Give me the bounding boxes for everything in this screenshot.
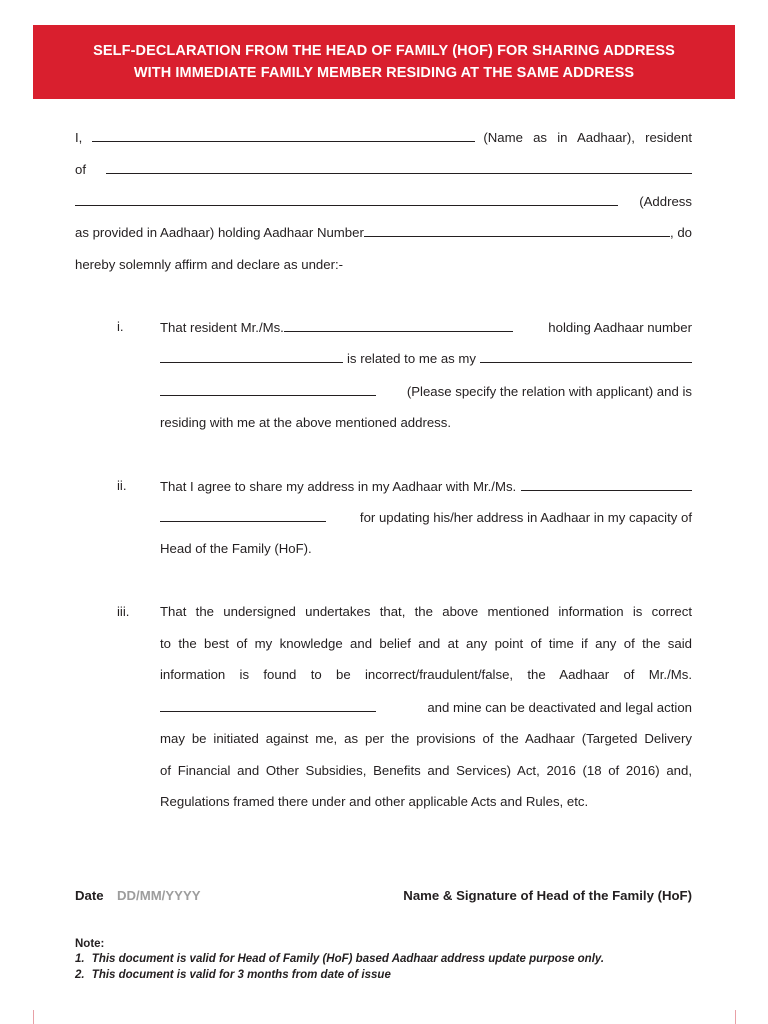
clause-iii-line-7: Regulations framed there under and other applicable Acts and Rules, etc. (160, 794, 589, 809)
hof-name-field[interactable] (92, 129, 475, 142)
intro-as-provided: as provided in Aadhaar) holding Aadhaar Number (75, 225, 364, 240)
note-item-2 (75, 968, 391, 983)
note-item-1-num: 1. (75, 953, 85, 965)
clause-i-line-2 (160, 350, 692, 367)
intro-line-2 (75, 161, 692, 178)
clause-iii-line-5: may be initiated against me, as per the provisions of the Aadhaar (Targeted Delivery (160, 731, 692, 746)
clause-iii-line-4 (160, 699, 692, 716)
intro-i: I, (75, 130, 83, 145)
relation-field[interactable] (480, 350, 692, 363)
address-field-line-1[interactable] (106, 161, 692, 174)
clause-iii-line-2: to the best of my knowledge and belief and at any point of time if any of the said (160, 636, 692, 651)
clause-ii-agree: That I agree to share my address in my Aadhaar with Mr./Ms. (160, 479, 517, 494)
intro-line-1 (75, 129, 692, 146)
clause-iii-number: iii. (117, 604, 130, 619)
clause-i-resident: That resident Mr./Ms. (160, 320, 284, 335)
form-title-line-1: SELF-DECLARATION FROM THE HEAD OF FAMILY (HOF) FOR SHARING ADDRESS (93, 43, 675, 59)
signature-label: Name & Signature of Head of the Family (HoF) (403, 888, 692, 903)
note-item-1 (75, 952, 604, 967)
clause-iii-line-3: information is found to be incorrect/fraudulent/false, the Aadhaar of Mr./Ms. (160, 667, 692, 682)
hof-aadhaar-number-field[interactable] (364, 224, 670, 237)
form-title-banner (33, 25, 735, 99)
note-item-2-text: This document is valid for 3 months from date of issue (91, 969, 391, 981)
note-item-1-text: This document is valid for Head of Family (HoF) based Aadhaar address update purpose only. (91, 953, 605, 965)
clause-i-related: is related to me as my (347, 351, 476, 366)
clause-iii-line-6: of Financial and Other Subsidies, Benefits and Services) Act, 2016 (18 of 2016) and, (160, 763, 692, 778)
clause-i-line-4: residing with me at the above mentioned address. (160, 415, 452, 430)
clause-ii-number: ii. (117, 478, 127, 493)
relation-field-cont[interactable] (160, 383, 376, 396)
intro-do: , do (670, 225, 692, 240)
clause-ii-line-3: Head of the Family (HoF). (160, 541, 312, 556)
share-member-name-field-cont[interactable] (160, 509, 326, 522)
clause-i-line-3 (160, 383, 692, 400)
note-item-2-num: 2. (75, 969, 85, 981)
member-aadhaar-field[interactable] (160, 350, 343, 363)
right-crop-mark (735, 1010, 736, 1024)
clause-ii-line-1 (160, 478, 692, 495)
clause-iii-line-1: That the undersigned undertakes that, the above mentioned information is correct (160, 604, 692, 619)
clause-iii-deactivated: and mine can be deactivated and legal action (427, 700, 692, 715)
left-crop-mark (33, 1010, 34, 1024)
clause-i-line-1 (160, 319, 692, 336)
member-name-field[interactable] (284, 319, 513, 332)
intro-line-3 (75, 193, 692, 210)
intro-affirm: hereby solemnly affirm and declare as under:- (75, 257, 344, 272)
date-label: Date (75, 888, 104, 903)
clause-i-number: i. (117, 319, 124, 334)
undertaking-member-name-field[interactable] (160, 699, 376, 712)
intro-line-4 (75, 224, 692, 241)
form-title-line-2: WITH IMMEDIATE FAMILY MEMBER RESIDING AT THE SAME ADDRESS (133, 65, 635, 81)
intro-of: of (75, 162, 86, 177)
clause-ii-updating: for updating his/her address in Aadhaar in my capacity of (359, 510, 692, 525)
clause-ii-line-2 (160, 509, 692, 526)
intro-address-paren: (Address (639, 194, 692, 209)
clause-i-specify: (Please specify the relation with applicant) and is (406, 384, 692, 399)
clause-i-holding: holding Aadhaar number (548, 320, 692, 335)
share-member-name-field[interactable] (521, 478, 692, 491)
intro-name-as-in-aadhaar: (Name as in Aadhaar), resident (483, 130, 692, 145)
address-field-line-2[interactable] (75, 193, 618, 206)
date-field[interactable]: DD/MM/YYYY (117, 888, 201, 903)
note-title: Note: (75, 938, 105, 950)
